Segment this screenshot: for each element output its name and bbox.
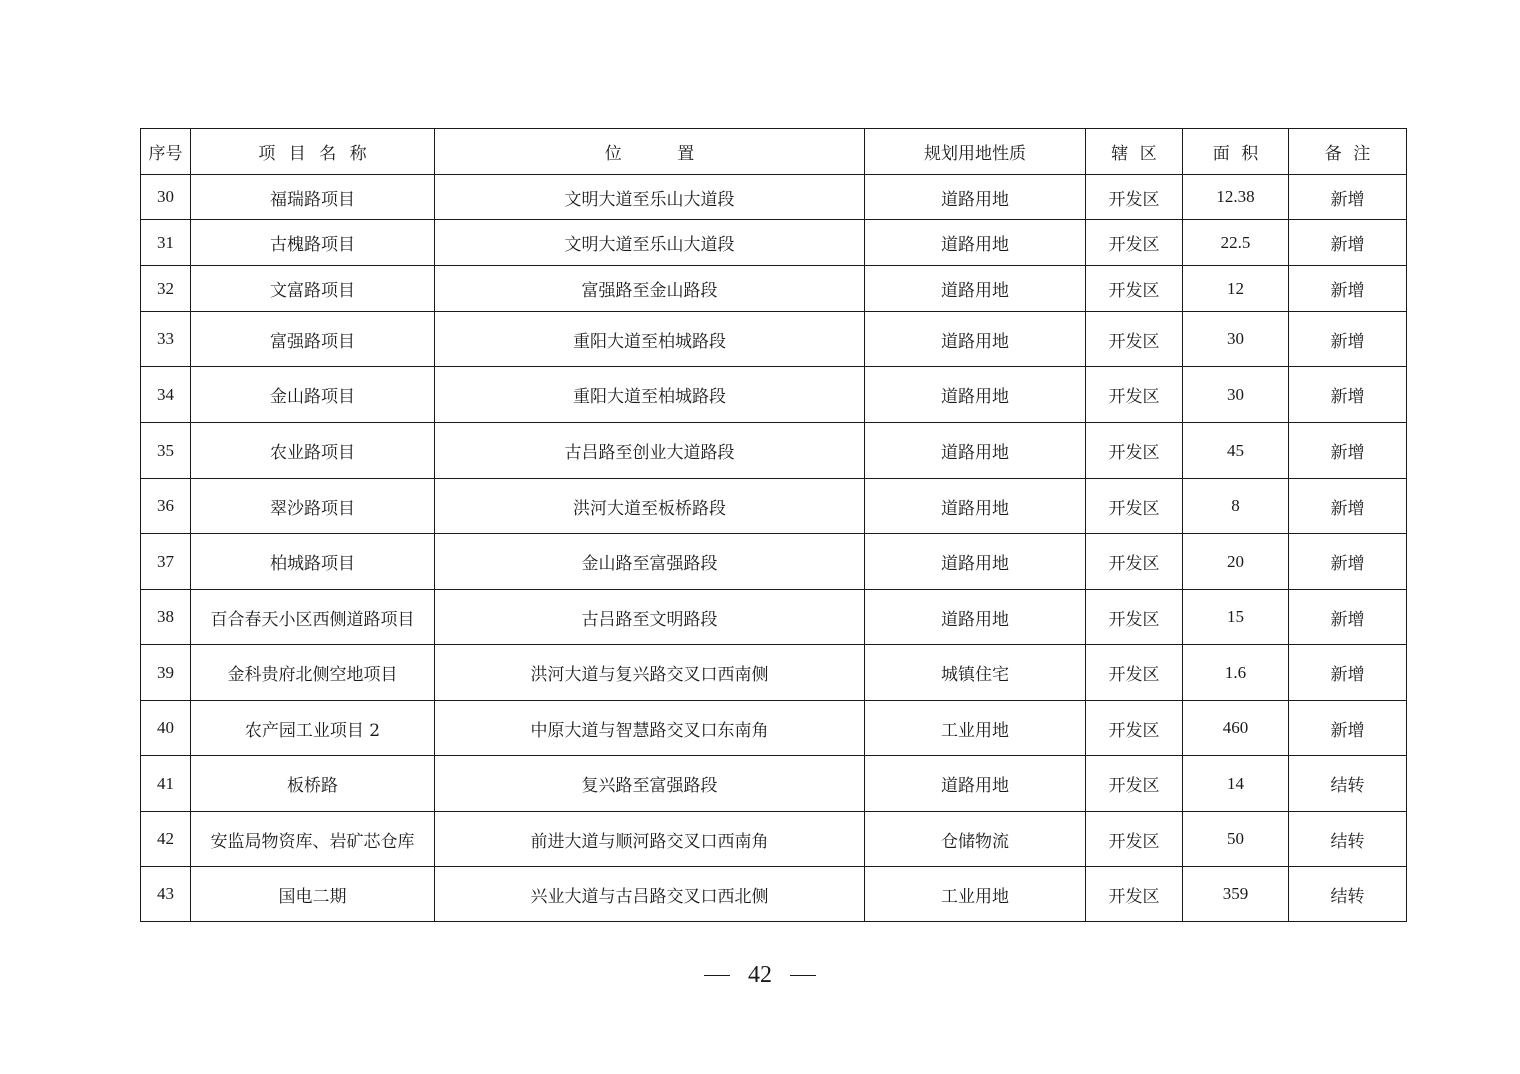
cell-remark: 结转 <box>1289 756 1407 812</box>
page-footer <box>0 962 1520 989</box>
table-row <box>141 266 1407 312</box>
cell-area: 45 <box>1183 423 1289 479</box>
footer-dash-right <box>790 975 816 976</box>
cell-land-use: 工业用地 <box>865 701 1086 756</box>
cell-remark: 结转 <box>1289 812 1407 867</box>
cell-location: 兴业大道与古吕路交叉口西北侧 <box>435 867 865 922</box>
table-row <box>141 812 1407 867</box>
cell-project-name: 板桥路 <box>191 756 435 812</box>
cell-seq: 34 <box>141 367 191 423</box>
cell-project-name: 农业路项目 <box>191 423 435 479</box>
cell-seq: 43 <box>141 867 191 922</box>
cell-seq: 35 <box>141 423 191 479</box>
cell-location: 富强路至金山路段 <box>435 266 865 312</box>
land-use-table <box>140 128 1407 922</box>
table-row <box>141 479 1407 534</box>
cell-district: 开发区 <box>1086 590 1183 645</box>
cell-remark: 新增 <box>1289 645 1407 701</box>
cell-remark: 新增 <box>1289 590 1407 645</box>
cell-district: 开发区 <box>1086 423 1183 479</box>
cell-area: 22.5 <box>1183 220 1289 266</box>
cell-project-name: 百合春天小区西侧道路项目 <box>191 590 435 645</box>
cell-district: 开发区 <box>1086 367 1183 423</box>
cell-district: 开发区 <box>1086 534 1183 590</box>
cell-project-name: 安监局物资库、岩矿芯仓库 <box>191 812 435 867</box>
cell-district: 开发区 <box>1086 756 1183 812</box>
cell-project-name: 农产园工业项目 2 <box>191 701 435 756</box>
cell-area: 12 <box>1183 266 1289 312</box>
cell-remark: 新增 <box>1289 175 1407 220</box>
cell-seq: 39 <box>141 645 191 701</box>
cell-area: 460 <box>1183 701 1289 756</box>
cell-seq: 36 <box>141 479 191 534</box>
cell-district: 开发区 <box>1086 701 1183 756</box>
cell-remark: 新增 <box>1289 479 1407 534</box>
cell-remark: 新增 <box>1289 534 1407 590</box>
cell-location: 古吕路至文明路段 <box>435 590 865 645</box>
cell-location: 金山路至富强路段 <box>435 534 865 590</box>
cell-area: 1.6 <box>1183 645 1289 701</box>
cell-district: 开发区 <box>1086 175 1183 220</box>
cell-project-name: 金科贵府北侧空地项目 <box>191 645 435 701</box>
cell-area: 359 <box>1183 867 1289 922</box>
cell-district: 开发区 <box>1086 645 1183 701</box>
cell-remark: 新增 <box>1289 423 1407 479</box>
table-body <box>141 175 1407 922</box>
cell-land-use: 道路用地 <box>865 175 1086 220</box>
cell-location: 古吕路至创业大道路段 <box>435 423 865 479</box>
table-row <box>141 867 1407 922</box>
cell-seq: 37 <box>141 534 191 590</box>
footer-dash-left <box>704 975 730 976</box>
cell-project-name: 金山路项目 <box>191 367 435 423</box>
cell-district: 开发区 <box>1086 312 1183 367</box>
cell-project-name: 翠沙路项目 <box>191 479 435 534</box>
cell-area: 50 <box>1183 812 1289 867</box>
cell-seq: 31 <box>141 220 191 266</box>
cell-area: 30 <box>1183 367 1289 423</box>
cell-seq: 42 <box>141 812 191 867</box>
cell-project-name: 国电二期 <box>191 867 435 922</box>
cell-project-name: 古槐路项目 <box>191 220 435 266</box>
table-row <box>141 220 1407 266</box>
cell-area: 20 <box>1183 534 1289 590</box>
header-seq: 序号 <box>141 129 191 175</box>
cell-area: 15 <box>1183 590 1289 645</box>
table-row <box>141 423 1407 479</box>
cell-location: 洪河大道至板桥路段 <box>435 479 865 534</box>
cell-remark: 新增 <box>1289 220 1407 266</box>
cell-remark: 新增 <box>1289 312 1407 367</box>
cell-land-use: 道路用地 <box>865 266 1086 312</box>
cell-district: 开发区 <box>1086 266 1183 312</box>
cell-location: 中原大道与智慧路交叉口东南角 <box>435 701 865 756</box>
table-row <box>141 645 1407 701</box>
header-area: 面 积 <box>1183 129 1289 175</box>
cell-land-use: 道路用地 <box>865 312 1086 367</box>
cell-location: 文明大道至乐山大道段 <box>435 220 865 266</box>
cell-land-use: 道路用地 <box>865 479 1086 534</box>
cell-location: 重阳大道至柏城路段 <box>435 312 865 367</box>
cell-area: 12.38 <box>1183 175 1289 220</box>
cell-remark: 新增 <box>1289 266 1407 312</box>
table-header-row <box>141 129 1407 175</box>
cell-project-name: 柏城路项目 <box>191 534 435 590</box>
cell-remark: 结转 <box>1289 867 1407 922</box>
page-number: 42 <box>748 962 772 988</box>
cell-district: 开发区 <box>1086 867 1183 922</box>
cell-location: 重阳大道至柏城路段 <box>435 367 865 423</box>
cell-remark: 新增 <box>1289 701 1407 756</box>
cell-seq: 40 <box>141 701 191 756</box>
cell-seq: 41 <box>141 756 191 812</box>
header-remark: 备 注 <box>1289 129 1407 175</box>
cell-land-use: 道路用地 <box>865 756 1086 812</box>
table-row <box>141 590 1407 645</box>
cell-location: 洪河大道与复兴路交叉口西南侧 <box>435 645 865 701</box>
cell-district: 开发区 <box>1086 812 1183 867</box>
table-row <box>141 756 1407 812</box>
table-row <box>141 175 1407 220</box>
table-row <box>141 534 1407 590</box>
cell-seq: 30 <box>141 175 191 220</box>
cell-project-name: 文富路项目 <box>191 266 435 312</box>
cell-location: 前进大道与顺河路交叉口西南角 <box>435 812 865 867</box>
table-row <box>141 312 1407 367</box>
header-district: 辖 区 <box>1086 129 1183 175</box>
cell-land-use: 工业用地 <box>865 867 1086 922</box>
header-land-use: 规划用地性质 <box>865 129 1086 175</box>
cell-land-use: 城镇住宅 <box>865 645 1086 701</box>
cell-district: 开发区 <box>1086 479 1183 534</box>
cell-project-name: 富强路项目 <box>191 312 435 367</box>
cell-land-use: 道路用地 <box>865 367 1086 423</box>
cell-land-use: 道路用地 <box>865 220 1086 266</box>
cell-area: 30 <box>1183 312 1289 367</box>
table-row <box>141 367 1407 423</box>
cell-seq: 32 <box>141 266 191 312</box>
header-name: 项 目 名 称 <box>191 129 435 175</box>
cell-district: 开发区 <box>1086 220 1183 266</box>
cell-seq: 38 <box>141 590 191 645</box>
cell-location: 复兴路至富强路段 <box>435 756 865 812</box>
cell-location: 文明大道至乐山大道段 <box>435 175 865 220</box>
header-location: 位 置 <box>435 129 865 175</box>
cell-land-use: 道路用地 <box>865 534 1086 590</box>
cell-remark: 新增 <box>1289 367 1407 423</box>
table-row <box>141 701 1407 756</box>
cell-land-use: 仓储物流 <box>865 812 1086 867</box>
cell-seq: 33 <box>141 312 191 367</box>
cell-land-use: 道路用地 <box>865 423 1086 479</box>
cell-area: 14 <box>1183 756 1289 812</box>
cell-project-name: 福瑞路项目 <box>191 175 435 220</box>
cell-area: 8 <box>1183 479 1289 534</box>
cell-land-use: 道路用地 <box>865 590 1086 645</box>
